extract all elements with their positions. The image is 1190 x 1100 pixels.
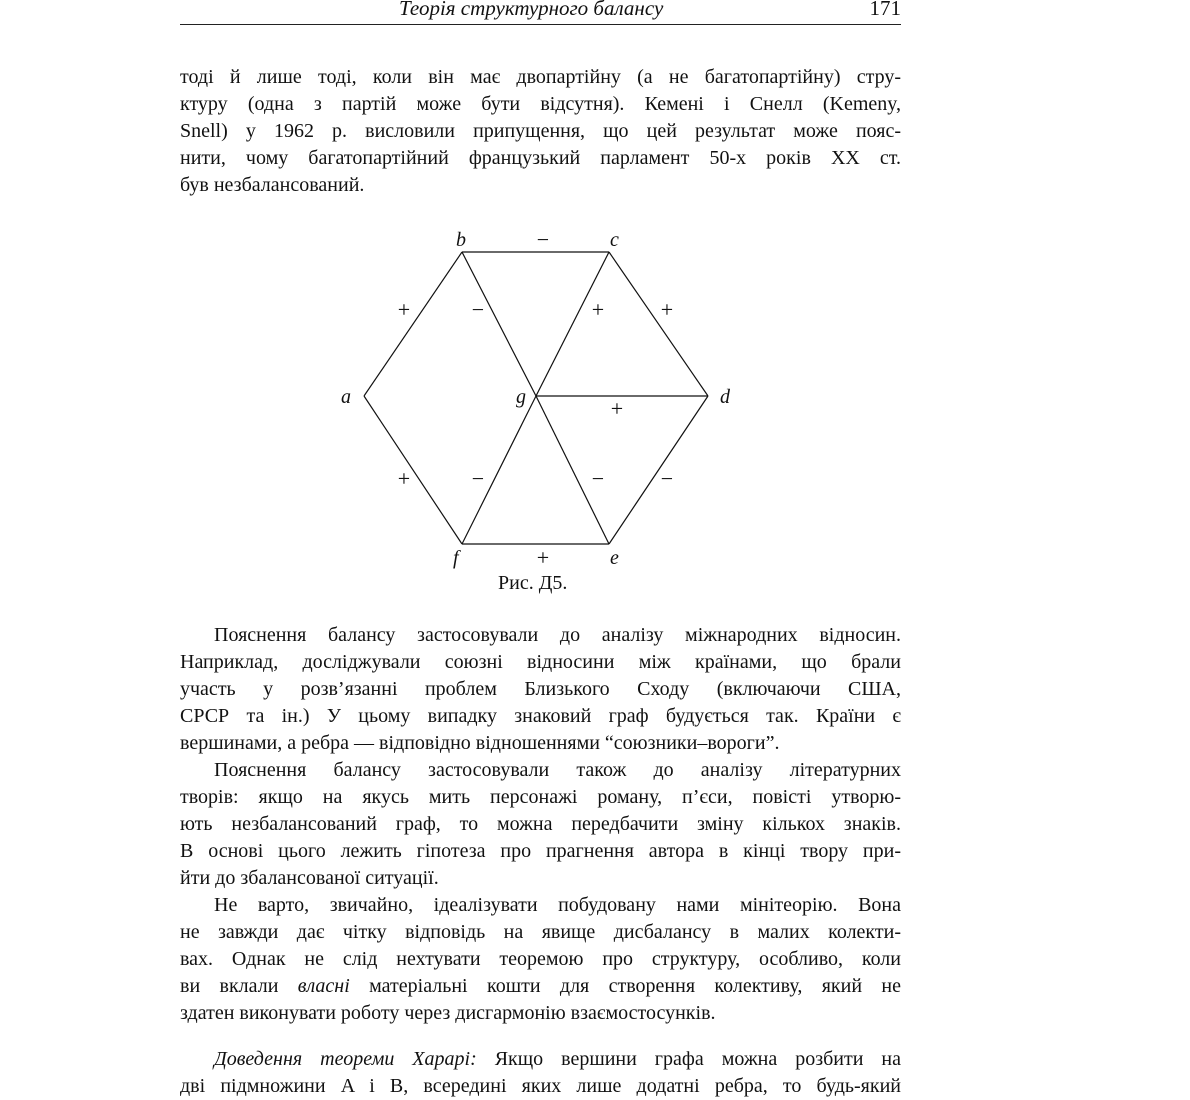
text-line: ють незбалансований граф, то можна передбачити зміну кількох знаків. bbox=[180, 813, 901, 835]
text-run: Якщо вершини графа можна розбити на bbox=[476, 1048, 901, 1070]
text-line: Пояснення балансу застосовували також до аналізу літературних bbox=[214, 759, 901, 781]
text-line: здатен виконувати роботу через дисгармонію взаємостосунків. bbox=[180, 1002, 716, 1024]
running-header bbox=[180, 0, 901, 25]
edge-cd bbox=[609, 252, 708, 396]
text-line: йти до збалансованої ситуації. bbox=[180, 867, 439, 889]
text-line: нити, чому багатопартійний французький парламент 50-х років XX ст. bbox=[180, 147, 901, 169]
text-line: Не варто, звичайно, ідеалізувати побудовану нами мінітеорію. Вона bbox=[214, 894, 901, 916]
sign-cg: + bbox=[591, 297, 605, 322]
edge-bg bbox=[462, 252, 536, 396]
graph-edge-signs bbox=[398, 227, 673, 570]
edge-de bbox=[609, 396, 708, 544]
running-title: Теорія структурного балансу bbox=[399, 0, 664, 20]
text-line: Пояснення балансу застосовували до аналізу міжнародних відносин. bbox=[214, 624, 901, 646]
text-line bbox=[180, 1046, 901, 1073]
sign-fe: + bbox=[536, 545, 550, 570]
text-line: був незбалансований. bbox=[180, 174, 365, 196]
graph-node-labels bbox=[341, 229, 731, 569]
node-label-a: a bbox=[341, 386, 351, 408]
page-number: 171 bbox=[869, 0, 901, 20]
edge-cg bbox=[536, 252, 609, 396]
text-line: Snell) у 1962 р. висловили припущення, що цей результат може пояс- bbox=[180, 120, 901, 142]
edge-af bbox=[364, 396, 462, 544]
node-label-e: e bbox=[610, 547, 619, 569]
node-label-c: c bbox=[610, 229, 619, 251]
text-line: Наприклад, досліджували союзні відносини між країнами, що брали bbox=[180, 651, 901, 673]
body-paragraphs bbox=[180, 622, 901, 1027]
graph-edges bbox=[364, 252, 708, 544]
text-line: тоді й лише тоді, коли він має двопартійну (а не багатопартійну) стру- bbox=[180, 66, 901, 88]
text-run: ви вклали bbox=[180, 975, 298, 997]
node-label-g: g bbox=[516, 386, 526, 408]
node-label-b: b bbox=[456, 229, 466, 251]
sign-de: − bbox=[660, 466, 674, 491]
sign-cd: + bbox=[660, 297, 674, 322]
text-line: вершинами, а ребра — відповідно відношеннями “союзники–вороги”. bbox=[180, 732, 780, 754]
node-label-d: d bbox=[720, 386, 730, 408]
text-line bbox=[180, 973, 901, 1000]
signed-graph-figure bbox=[330, 222, 750, 608]
emphasis-word: власні bbox=[297, 975, 350, 997]
intro-paragraph bbox=[180, 64, 901, 199]
sign-bc: − bbox=[536, 227, 550, 252]
node-label-f: f bbox=[453, 547, 459, 569]
text-line: СРСР та ін.) У цьому випадку знаковий граф будується так. Країни є bbox=[180, 705, 901, 727]
text-line: творів: якщо на якусь мить персонажі роману, п’єси, повісті утворю- bbox=[180, 786, 901, 808]
sign-af: + bbox=[397, 466, 411, 491]
edge-ab bbox=[364, 252, 462, 396]
sign-fg: − bbox=[471, 466, 485, 491]
signed-graph bbox=[330, 222, 750, 608]
sign-gd: + bbox=[610, 396, 624, 421]
text-line: дві підмножини A і B, всередині яких лише додатні ребра, то будь-який bbox=[180, 1075, 901, 1097]
text-line: В основі цього лежить гіпотеза про прагнення автора в кінці твору при- bbox=[180, 840, 901, 862]
text-run: матеріальні кошти для створення колективу, який не bbox=[349, 975, 901, 997]
text-line: не завжди дає чітку відповідь на явище дисбалансу в малих колекти- bbox=[180, 921, 901, 943]
text-line: вах. Однак не слід нехтувати теоремою про структуру, особливо, коли bbox=[180, 948, 901, 970]
figure-caption: Рис. Д5. bbox=[498, 572, 568, 594]
sign-ge: − bbox=[591, 466, 605, 491]
text-line: участь у розв’язанні проблем Близького Сходу (включаючи США, bbox=[180, 678, 901, 700]
proof-paragraph bbox=[180, 1046, 901, 1100]
text-line: ктуру (одна з партій може бути відсутня). Кемені і Снелл (Kemeny, bbox=[180, 93, 901, 115]
sign-ab: + bbox=[397, 297, 411, 322]
proof-label: Доведення теореми Харарі: bbox=[214, 1048, 477, 1070]
sign-bg: − bbox=[471, 297, 485, 322]
